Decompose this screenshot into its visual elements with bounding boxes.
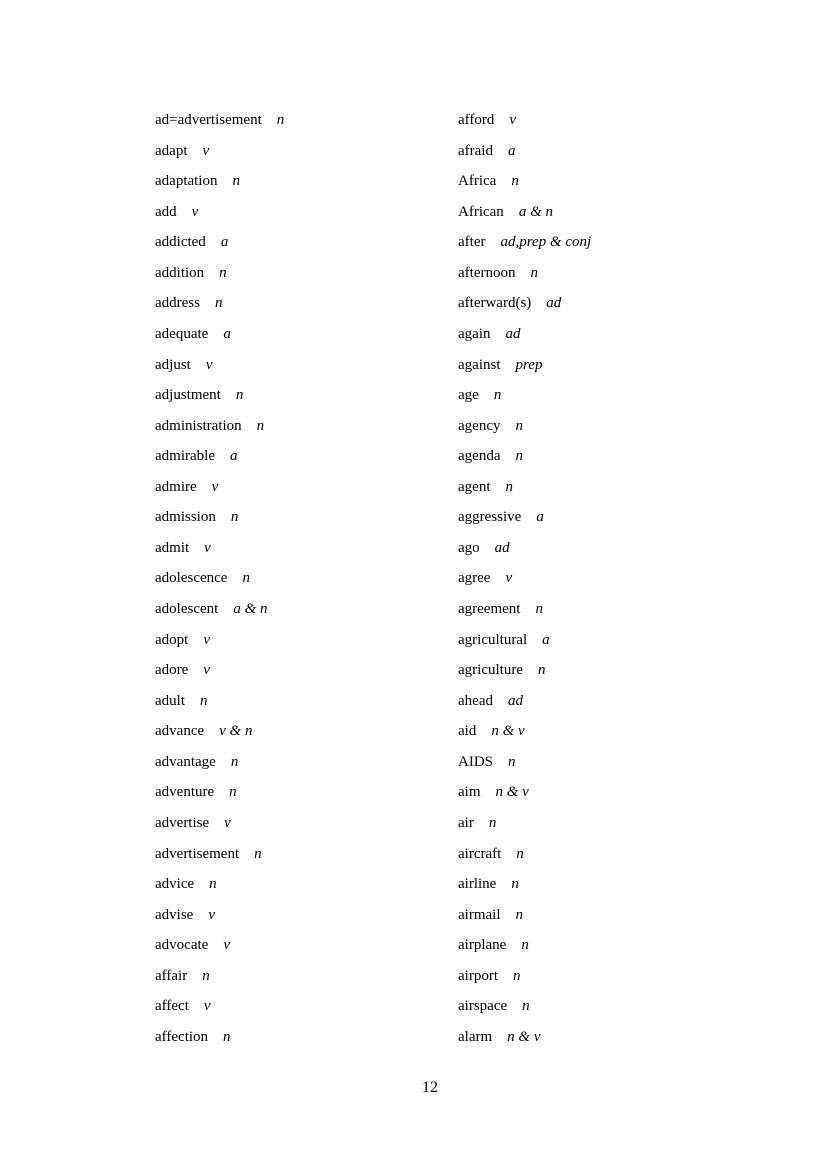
word-entry	[155, 105, 458, 136]
word-entry	[458, 808, 705, 839]
entry-word: admission	[155, 509, 216, 526]
entry-word: adaptation	[155, 173, 218, 190]
word-entry	[155, 839, 458, 870]
entry-word: aid	[458, 723, 477, 740]
entry-word: affection	[155, 1028, 209, 1045]
entry-part-of-speech: n	[223, 1028, 231, 1045]
entry-part-of-speech: v	[223, 937, 230, 954]
word-entry	[155, 166, 458, 197]
entry-part-of-speech: n & v	[495, 784, 529, 801]
entry-part-of-speech: n	[219, 264, 227, 281]
entry-word: airline	[458, 876, 497, 893]
entry-part-of-speech: n	[505, 478, 513, 495]
entry-word: adapt	[155, 142, 188, 159]
entry-part-of-speech: n	[508, 753, 516, 770]
word-entry	[155, 900, 458, 931]
entry-word: advantage	[155, 753, 216, 770]
entry-word: aim	[458, 784, 481, 801]
word-entry	[155, 808, 458, 839]
entry-part-of-speech: n & v	[491, 723, 525, 740]
word-entry	[458, 686, 705, 717]
entry-part-of-speech: n	[537, 662, 546, 679]
word-entry	[458, 166, 705, 197]
entry-word: ahead	[458, 692, 493, 709]
entry-part-of-speech: v	[205, 356, 213, 373]
entry-word: agenda	[458, 448, 501, 465]
entry-word: agricultural	[458, 631, 528, 648]
entry-word: admire	[155, 478, 197, 495]
entry-word: afraid	[458, 142, 493, 159]
entry-word: adventure	[155, 784, 215, 801]
word-entry	[458, 747, 705, 778]
entry-word: airmail	[458, 906, 501, 923]
entry-part-of-speech: n	[200, 692, 208, 709]
word-entry	[155, 625, 458, 656]
word-entry	[155, 777, 458, 808]
entry-part-of-speech: n	[254, 845, 262, 862]
entry-word: advice	[155, 876, 195, 893]
entry-word: ad=advertisement	[155, 112, 262, 128]
word-entry	[155, 472, 458, 503]
entry-part-of-speech: ad	[507, 692, 523, 709]
word-entry	[155, 533, 458, 564]
entry-word: afford	[458, 112, 495, 128]
word-entry	[458, 197, 705, 228]
entry-part-of-speech: a	[223, 325, 231, 342]
entry-word: administration	[155, 417, 242, 434]
word-entry	[155, 258, 458, 289]
word-entry	[155, 319, 458, 350]
word-entry	[155, 411, 458, 442]
entry-word: AIDS	[458, 753, 494, 770]
entry-part-of-speech: a & n	[518, 203, 553, 220]
word-entry	[458, 563, 705, 594]
entry-part-of-speech: n	[515, 448, 523, 465]
entry-word: agent	[458, 478, 491, 495]
word-list	[155, 105, 705, 1052]
entry-word: alarm	[458, 1028, 493, 1045]
entry-part-of-speech: n	[230, 509, 239, 526]
entry-word: afterward(s)	[458, 295, 532, 312]
entry-word: address	[155, 295, 200, 312]
word-entry	[458, 258, 705, 289]
word-entry	[155, 197, 458, 228]
entry-part-of-speech: n	[488, 814, 497, 831]
entry-part-of-speech: v	[509, 112, 517, 128]
word-entry	[458, 930, 705, 961]
word-entry	[458, 869, 705, 900]
entry-word: again	[458, 325, 491, 342]
entry-part-of-speech: n	[521, 937, 529, 954]
entry-word: ago	[458, 539, 480, 556]
word-entry	[458, 441, 705, 472]
word-entry	[155, 930, 458, 961]
entry-part-of-speech: n	[535, 601, 543, 617]
entry-part-of-speech: v	[211, 478, 219, 495]
entry-part-of-speech: n	[511, 876, 519, 893]
word-entry	[458, 288, 705, 319]
entry-part-of-speech: ad	[546, 295, 562, 312]
entry-word: agriculture	[458, 662, 523, 679]
entry-part-of-speech: v	[202, 142, 210, 159]
entry-word: adolescence	[155, 570, 228, 587]
entry-part-of-speech: n	[515, 417, 523, 434]
entry-part-of-speech: v	[191, 203, 199, 220]
word-entry	[155, 1022, 458, 1053]
word-entry	[458, 502, 705, 533]
word-entry	[155, 716, 458, 747]
word-entry	[458, 533, 705, 564]
entry-part-of-speech: v	[203, 998, 211, 1015]
entry-part-of-speech: v & n	[219, 723, 253, 740]
word-entry	[155, 380, 458, 411]
entry-part-of-speech: n & v	[507, 1028, 541, 1045]
word-entry	[458, 105, 705, 136]
entry-part-of-speech: n	[276, 112, 285, 128]
entry-word: advance	[155, 723, 205, 740]
entry-word: adopt	[155, 631, 189, 648]
entry-part-of-speech: a	[536, 509, 544, 526]
word-entry	[458, 380, 705, 411]
entry-word: air	[458, 814, 474, 831]
entry-word: airplane	[458, 937, 507, 954]
entry-part-of-speech: n	[215, 295, 223, 312]
entry-part-of-speech: n	[202, 967, 210, 984]
entry-word: advertise	[155, 814, 210, 831]
entry-word: advise	[155, 906, 194, 923]
entry-part-of-speech: prep	[515, 356, 543, 373]
word-column-left	[155, 105, 458, 1052]
word-entry	[458, 472, 705, 503]
entry-word: agreement	[458, 601, 521, 617]
entry-part-of-speech: v	[204, 539, 211, 556]
word-entry	[458, 1022, 705, 1053]
entry-part-of-speech: v	[505, 570, 513, 587]
word-entry	[458, 716, 705, 747]
entry-part-of-speech: v	[203, 631, 210, 648]
entry-part-of-speech: n	[230, 753, 239, 770]
entry-word: advertisement	[155, 845, 240, 862]
entry-part-of-speech: n	[232, 173, 240, 190]
word-entry	[155, 350, 458, 381]
entry-part-of-speech: v	[224, 814, 231, 831]
entry-part-of-speech: n	[515, 906, 523, 923]
entry-word: aircraft	[458, 845, 502, 862]
entry-word: airport	[458, 967, 498, 984]
entry-word: after	[458, 234, 486, 251]
entry-part-of-speech: n	[242, 570, 250, 587]
word-entry	[458, 900, 705, 931]
word-entry	[458, 777, 705, 808]
entry-word: affect	[155, 998, 189, 1015]
entry-part-of-speech: a	[229, 448, 238, 465]
entry-word: affair	[155, 967, 188, 984]
entry-word: add	[155, 203, 177, 220]
word-entry	[458, 136, 705, 167]
word-entry	[155, 961, 458, 992]
entry-part-of-speech: ad,prep & conj	[500, 234, 592, 251]
entry-word: addition	[155, 264, 205, 281]
entry-word: Africa	[458, 173, 497, 190]
word-entry	[458, 350, 705, 381]
entry-part-of-speech: n	[512, 967, 521, 984]
entry-part-of-speech: n	[511, 173, 519, 190]
word-entry	[458, 991, 705, 1022]
word-entry	[458, 655, 705, 686]
entry-word: agree	[458, 570, 491, 587]
word-entry	[458, 411, 705, 442]
entry-part-of-speech: a	[507, 142, 516, 159]
entry-part-of-speech: ad	[494, 539, 510, 556]
entry-word: adult	[155, 692, 185, 709]
page-number: 12	[422, 1079, 438, 1096]
entry-part-of-speech: n	[229, 784, 237, 801]
entry-word: advocate	[155, 937, 209, 954]
entry-word: against	[458, 356, 501, 373]
word-entry	[155, 655, 458, 686]
entry-part-of-speech: v	[203, 662, 210, 679]
entry-part-of-speech: n	[235, 387, 244, 404]
word-entry	[155, 869, 458, 900]
entry-word: adequate	[155, 325, 209, 342]
word-entry	[155, 991, 458, 1022]
entry-word: addicted	[155, 234, 206, 251]
word-entry	[458, 594, 705, 625]
entry-part-of-speech: n	[209, 876, 217, 893]
entry-word: afternoon	[458, 264, 516, 281]
word-entry	[155, 594, 458, 625]
word-entry	[458, 319, 705, 350]
entry-part-of-speech: a	[220, 234, 229, 251]
entry-word: age	[458, 387, 479, 404]
entry-word: admit	[155, 539, 190, 556]
word-entry	[155, 686, 458, 717]
word-entry	[155, 502, 458, 533]
word-entry	[458, 227, 705, 258]
entry-word: adore	[155, 662, 189, 679]
word-entry	[155, 441, 458, 472]
word-entry	[155, 563, 458, 594]
entry-word: African	[458, 203, 504, 220]
entry-word: admirable	[155, 448, 215, 465]
entry-word: adjustment	[155, 387, 221, 404]
entry-part-of-speech: a & n	[233, 601, 268, 617]
word-entry	[155, 227, 458, 258]
entry-part-of-speech: ad	[505, 325, 521, 342]
entry-word: airspace	[458, 998, 508, 1015]
word-entry	[155, 747, 458, 778]
word-column-right	[458, 105, 705, 1052]
entry-word: aggressive	[458, 509, 522, 526]
word-entry	[155, 288, 458, 319]
entry-part-of-speech: a	[542, 631, 550, 648]
word-entry	[458, 839, 705, 870]
entry-part-of-speech: n	[256, 417, 265, 434]
entry-word: adjust	[155, 356, 191, 373]
word-entry	[458, 625, 705, 656]
entry-word: agency	[458, 417, 501, 434]
word-entry	[155, 136, 458, 167]
entry-part-of-speech: n	[530, 264, 538, 281]
entry-part-of-speech: v	[208, 906, 215, 923]
entry-part-of-speech: n	[516, 845, 524, 862]
entry-part-of-speech: n	[522, 998, 530, 1015]
entry-word: adolescent	[155, 601, 219, 617]
entry-part-of-speech: n	[493, 387, 502, 404]
word-entry	[458, 961, 705, 992]
